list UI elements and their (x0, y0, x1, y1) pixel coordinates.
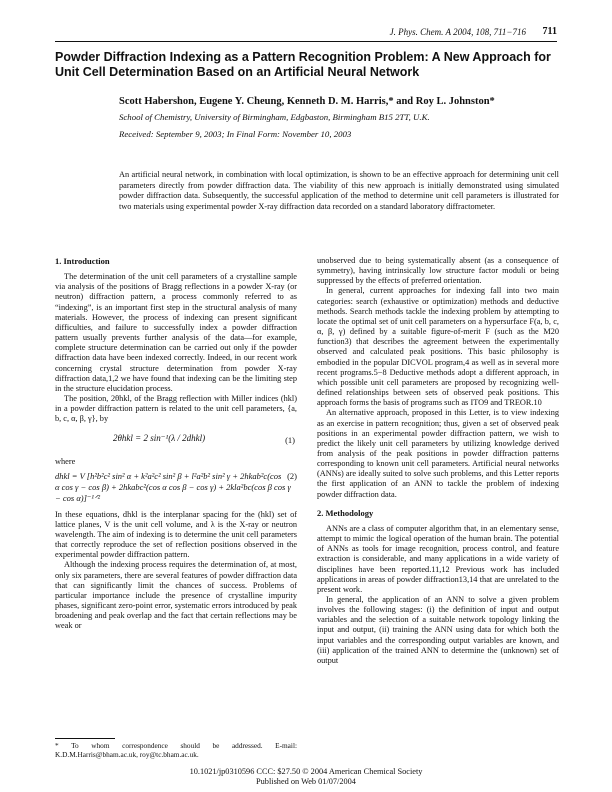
paragraph: Although the indexing process requires the determination of, at most, only six parameters, there are several features of powder diffraction data that can significantly limit the chances of success. Problems of particular importance include the presence of crystalline impurity phases, significant zero-point error, systematic errors introduced by peak broadening and peak overlap and the fact that certain reflections may be weak or (55, 560, 297, 631)
received-dates: Received: September 9, 2003; In Final Form: November 10, 2003 (119, 129, 352, 139)
equation-1-body: 2θhkl = 2 sin⁻¹(λ / 2dhkl) (113, 432, 206, 443)
paragraph: where (55, 456, 76, 466)
abstract: An artificial neural network, in combination with local optimization, is shown to be an effective approach for determining unit cell parameters directly from powder diffraction data. The viability of this new approach is initially demonstrated using simulated powder diffraction data. Subsequently, the successful application of the method to determine unit cell parameters is illustrated for two materials using experimental powder X-ray diffraction data recorded on a standard laboratory diffractometer. (119, 170, 559, 211)
doi-line: 10.1021/jp0310596 CCC: $27.50 © 2004 American Chemical Society (189, 767, 423, 776)
section-heading-methodology: 2. Methodology (317, 507, 374, 518)
paragraph: unobserved due to being systematically absent (as a consequence of symmetry), having intrinsically low structure factor moduli or being suppressed by the effects of preferred orientation. (317, 256, 559, 286)
equation-1-number: (1) (285, 434, 295, 445)
paragraph: In general, the application of an ANN to solve a given problem involves the following stages: (i) the definition of input and output variables and the selection of a suitable network topology linking the input and output, (ii) training the ANN using data for which both the input variables and the corresponding output variables are known, and (iii) application of the trained ANN to determine the (unknown) set of output (317, 595, 559, 665)
author-list: Scott Habershon, Eugene Y. Cheung, Kenneth D. M. Harris,* and Roy L. Johnston* (119, 96, 495, 107)
equation-2 (55, 471, 297, 504)
equation-2-body: dhkl = V [h²b²c² sin² α + k²a²c² sin² β + l²a²b² sin² γ + 2hkab²c(cos α cos γ − cos β) + 2hkabc²(cos α cos β − cos γ) + 2kla²bc(cos β cos γ − cos α)]⁻¹ᐟ² (55, 470, 291, 503)
equation-2-number: (2) (287, 470, 297, 481)
footnote-rule (55, 738, 115, 739)
paragraph: ANNs are a class of computer algorithm that, in an elementary sense, attempt to mimic the logical operation of the human brain. The potential of ANNs as tools for image recognition, process control, and feature extraction is considerable, and many applications in a wide variety of disciplines have been reported.11,12 Previous work has included applications in areas of powder diffraction13,14 that are unrelated to the present work. (317, 523, 559, 594)
page-number: 711 (542, 26, 557, 37)
correspondence-footnote: * To whom correspondence should be addressed. E-mail: K.D.M.Harris@bham.ac.uk, roy@tc.bham.ac.uk. (55, 741, 297, 759)
paragraph: In these equations, dhkl is the interplanar spacing for the (hkl) set of lattice planes, V is the unit cell volume, and λ is the X-ray or neutron wavelength. The aim of indexing is to determine the unit cell parameters that correctly reproduce the set of reflection positions observed in the experimental powder diffraction pattern. (55, 509, 297, 560)
left-column (55, 256, 297, 632)
right-column (317, 256, 559, 666)
section-heading-introduction: 1. Introduction (55, 256, 110, 266)
paragraph: An alternative approach, proposed in this Letter, is to view indexing as an exercise in pattern recognition; thus, given a set of observed peak positions in an experimental powder diffraction pattern, we wish to predict the likely unit cell parameters by utilizing knowledge derived from analysis of the peak positions in powder diffraction patterns corresponding to known unit cell parameters. Artificial neural networks (ANNs) are ideally suited to solve such problems, and this Letter reports the first application of an ANN to tackle the problem of indexing powder diffraction data. (317, 408, 559, 499)
equation-1 (55, 429, 297, 453)
journal-header: J. Phys. Chem. A 2004, 108, 711−716 (389, 27, 526, 37)
paragraph: The position, 2θhkl, of the Bragg reflection with Miller indices (hkl) in a powder diffraction pattern is related to the unit cell parameters, {a, b, c, α, β, γ}, by (55, 394, 297, 424)
header-rule (55, 41, 557, 42)
publication-date: Published on Web 01/07/2004 (256, 777, 356, 786)
paragraph: In general, current approaches for indexing fall into two main categories: search (exhaustive or optimization) methods and deductive methods. Search methods tackle the indexing problem by attempting to locate the optimal set of unit cell parameters on a hypersurface F(a, b, c, α, β, γ) defined by a suitable figure-of-merit F (such as the M20 function3) that describes the agreement between the experimentally observed and calculated peak positions. This basic philosophy is embodied in the popular DICVOL program,4 as well as in several more recent programs.5−8 Deductive methods adopt a different approach, in which possible unit cell parameters are proposed by recognizing well-defined relationships between sets of observed peak positions. This approach forms the basis of programs such as ITO9 and TREOR.10 (317, 286, 559, 408)
article-title: Powder Diffraction Indexing as a Pattern Recognition Problem: A New Approach for Unit Cell Determination Based on an Artificial Neural Network (55, 50, 551, 79)
paragraph: The determination of the unit cell parameters of a crystalline sample via analysis of the positions of Bragg reflections in a powder X-ray (or neutron) diffraction pattern, a process commonly referred to as “indexing”, is an important first step in the structural analysis of many materials. However, the process of indexing can present significant difficulties, and failure to successfully index a powder diffraction pattern usually prevents further analysis of the data—for example, complete structure determination can be carried out only if the powder diffraction data have been indexed correctly. Indeed, in our recent work concerning crystal structure determination from powder X-ray diffraction data,1,2 we have found that indexing can be the limiting step in the structure elucidation process. (55, 272, 297, 393)
affiliation: School of Chemistry, University of Birmingham, Edgbaston, Birmingham B15 2TT, U.K. (119, 112, 430, 122)
